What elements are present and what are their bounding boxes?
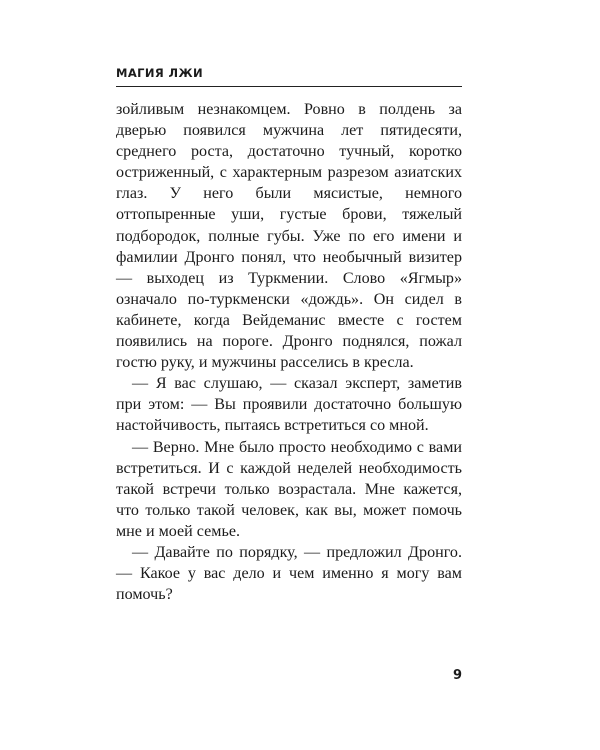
paragraph-dialogue-expert: — Я вас слушаю, — сказал эксперт, заметив при этом: — Вы проявили достаточно большую настойчивость, пытаясь встретиться со мной. bbox=[116, 375, 462, 435]
running-title: МАГИЯ ЛЖИ bbox=[116, 66, 204, 80]
paragraph-continuation: зойливым незнакомцем. Ровно в полдень за дверью появился мужчина лет пятидесяти, среднего роста, достаточно тучный, коротко остриженный, с характерным разрезом азиатских глаз. У него были мясистые, немного оттопыренные уши, густые брови, тяжелый подбородок, полные губы. Уже по его имени и фамилии Дронго понял, что необычный визитер — выходец из Туркмении. Слово «Ягмыр» означало по-туркменски «дождь». Он сидел в кабинете, когда Вейдеманис вместе с гостем появились на пороге. Дронго поднялся, пожал гостю руку, и мужчины расселись в кресла. bbox=[116, 101, 462, 372]
header-rule bbox=[116, 86, 462, 87]
paragraph-dialogue-drongo: — Давайте по порядку, — предложил Дронго. — Какое у вас дело и чем именно я могу вам помочь? bbox=[116, 543, 462, 604]
body-text bbox=[116, 99, 462, 605]
paragraph-dialogue-guest: — Верно. Мне было просто необходимо с вами встретиться. И с каждой неделей необходимость такой встречи только возрастала. Мне кажется, что только такой человек, как вы, может помочь мне и моей семье. bbox=[116, 438, 462, 540]
page-number: 9 bbox=[452, 668, 462, 683]
running-header bbox=[116, 66, 462, 86]
